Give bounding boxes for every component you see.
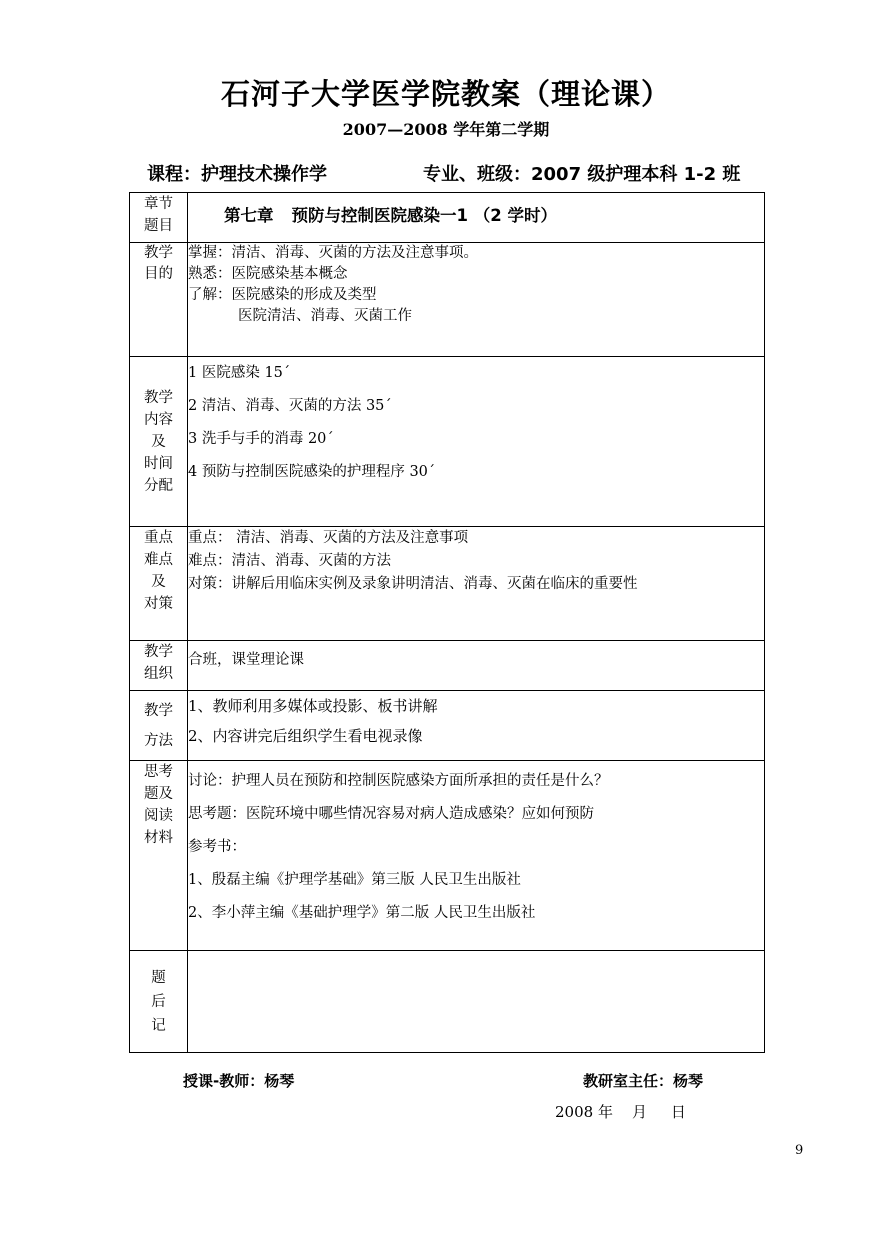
label-line: 题及 xyxy=(144,786,173,802)
label-line: 教学 xyxy=(144,644,173,660)
label-line: 后 xyxy=(151,993,166,1010)
questions-label xyxy=(130,761,188,951)
method-content xyxy=(188,691,765,761)
key-point-line: 对策：讲解后用临床实例及录象讲明清洁、消毒、灭菌在临床的重要性 xyxy=(188,576,638,592)
label-line: 记 xyxy=(151,1017,166,1034)
question-line: 讨论：护理人员在预防和控制医院感染方面所承担的责任是什么？ xyxy=(188,773,609,789)
objective-line: 医院清洁、消毒、灭菌工作 xyxy=(238,308,412,324)
objectives-row xyxy=(130,243,765,357)
label-line: 教学 xyxy=(144,389,173,406)
label-line: 阅读 xyxy=(144,808,173,824)
content-item: 1 医院感染 15´ xyxy=(188,365,291,381)
label-line: 内容 xyxy=(144,411,173,428)
key-points-row xyxy=(130,527,765,641)
chapter-row xyxy=(130,193,765,243)
question-line: 思考题：医院环境中哪些情况容易对病人造成感染？应如何预防 xyxy=(188,806,594,822)
label-line: 难点 xyxy=(144,552,173,568)
chapter-label xyxy=(130,193,188,243)
content-item: 4 预防与控制医院感染的护理程序 30´ xyxy=(188,464,436,480)
label-line: 章节 xyxy=(144,196,173,212)
label-line: 组织 xyxy=(144,666,173,682)
organization-content xyxy=(188,641,765,691)
content-item: 3 洗手与手的消毒 20´ xyxy=(188,431,334,447)
page-number: 9 xyxy=(795,1143,804,1158)
key-point-line: 难点：清洁、消毒、灭菌的方法 xyxy=(188,553,391,569)
objectives-content xyxy=(188,243,765,357)
question-line: 参考书： xyxy=(188,839,246,855)
questions-content xyxy=(188,761,765,951)
label-line: 及 xyxy=(151,574,166,590)
course-name: 课程：护理技术操作学 xyxy=(147,164,327,185)
key-point-line: 重点： 清洁、消毒、灭菌的方法及注意事项 xyxy=(188,530,469,546)
organization-label xyxy=(130,641,188,691)
objectives-label xyxy=(130,243,188,357)
label-line: 思考 xyxy=(144,764,173,780)
content-items xyxy=(188,357,765,527)
key-points-content xyxy=(188,527,765,641)
organization-text: 合班，课堂理论课 xyxy=(188,652,304,668)
lesson-plan-table xyxy=(129,192,765,1053)
chapter-number: 第七章 xyxy=(224,206,274,225)
major-class: 专业、班级：2007 级护理本科 1-2 班 xyxy=(423,164,741,185)
method-label xyxy=(130,691,188,761)
chapter-title: 预防与控制医院感染一1 （2 学时） xyxy=(291,206,557,225)
label-line: 题目 xyxy=(144,218,173,234)
content-label xyxy=(130,357,188,527)
key-points-label xyxy=(130,527,188,641)
reference-line: 2、李小萍主编《基础护理学》第二版 人民卫生出版社 xyxy=(188,905,536,921)
postscript-row xyxy=(130,951,765,1053)
label-line: 重点 xyxy=(144,530,173,546)
document-title: 石河子大学医学院教案（理论课） xyxy=(220,77,671,111)
date-line: 2008 年 月 日 xyxy=(555,1103,686,1121)
label-line: 教学 xyxy=(144,245,173,261)
teacher-signature: 授课-教师：杨琴 xyxy=(183,1072,295,1090)
questions-row xyxy=(130,761,765,951)
objective-line: 掌握：清洁、消毒、灭菌的方法及注意事项。 xyxy=(188,245,478,261)
director-signature: 教研室主任：杨琴 xyxy=(583,1072,704,1090)
semester-subtitle: 2007—2008 学年第二学期 xyxy=(342,120,550,139)
label-line: 分配 xyxy=(144,477,173,494)
label-line: 及 xyxy=(151,433,166,450)
organization-row xyxy=(130,641,765,691)
label-line: 题 xyxy=(151,969,166,986)
objective-line: 熟悉：医院感染基本概念 xyxy=(188,266,348,282)
postscript-label xyxy=(130,951,188,1053)
label-line: 教学 xyxy=(144,702,173,719)
chapter-content xyxy=(188,193,765,243)
content-row xyxy=(130,357,765,527)
label-line: 对策 xyxy=(144,596,173,612)
label-line: 目的 xyxy=(144,266,173,282)
method-line: 1、教师利用多媒体或投影、板书讲解 xyxy=(188,697,438,715)
label-line: 时间 xyxy=(144,455,173,472)
postscript-content xyxy=(188,951,765,1053)
method-row xyxy=(130,691,765,761)
reference-line: 1、殷磊主编《护理学基础》第三版 人民卫生出版社 xyxy=(188,872,521,888)
chapter-heading xyxy=(188,193,764,239)
content-item: 2 清洁、消毒、灭菌的方法 35´ xyxy=(188,398,392,414)
label-line: 材料 xyxy=(144,830,173,846)
method-line: 2、内容讲完后组织学生看电视录像 xyxy=(188,727,423,745)
label-line: 方法 xyxy=(144,732,173,749)
objective-line: 了解：医院感染的形成及类型 xyxy=(188,287,377,303)
